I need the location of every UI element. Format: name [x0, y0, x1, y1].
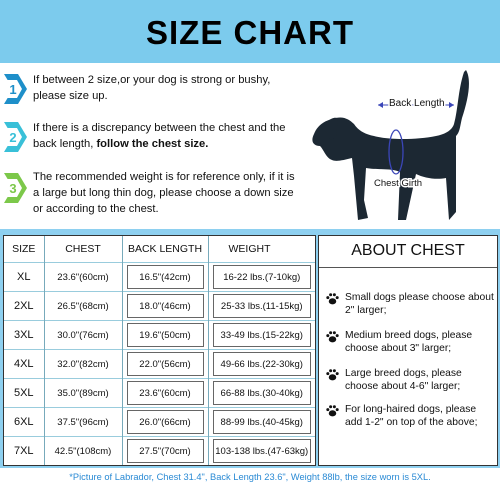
cell-weight: 49-66 lbs.(22-30kg): [208, 350, 315, 379]
cell-weight: 33-49 lbs.(15-22kg): [208, 321, 315, 350]
cell-size: 4XL: [4, 350, 44, 379]
about-chest-title: ABOUT CHEST: [351, 242, 465, 259]
tip-2-text: If there is a discrepancy between the chest and the back length, follow the chest size.: [33, 122, 286, 150]
about-chest-panel: [318, 235, 498, 466]
cell-chest: 37.5"(96cm): [44, 408, 122, 437]
cell-weight: 25-33 lbs.(11-15kg): [208, 292, 315, 321]
cell-chest: 30.0"(76cm): [44, 321, 122, 350]
header-back-length: BACK LENGTH: [122, 236, 208, 263]
paw-icon: [325, 367, 340, 382]
cell-size: 3XL: [4, 321, 44, 350]
cell-chest: 35.0"(89cm): [44, 379, 122, 408]
cell-back: 18.0"(46cm): [122, 292, 208, 321]
divider: [319, 267, 497, 268]
cell-size: 6XL: [4, 408, 44, 437]
cell-back: 23.6"(60cm): [122, 379, 208, 408]
cell-weight: 88-99 lbs.(40-45kg): [208, 408, 315, 437]
cell-weight: 103-138 lbs.(47-63kg): [208, 437, 315, 465]
back-length-label: Back Length: [389, 98, 445, 109]
cell-chest: 23.6"(60cm): [44, 263, 122, 292]
about-note-1: Small dogs please choose about 2" larger;: [345, 292, 494, 316]
cell-size: 2XL: [4, 292, 44, 321]
cell-back: 22.0"(56cm): [122, 350, 208, 379]
footer-note: *Picture of Labrador, Chest 31.4", Back Length 23.6", Weight 88lb, the size worn is 5XL.: [69, 472, 431, 482]
about-note-4: For long-haired dogs, please add 1-2" on top of the above;: [345, 404, 478, 428]
size-table: [3, 235, 316, 466]
header-size: SIZE: [4, 236, 44, 263]
paw-icon: [325, 291, 340, 306]
cell-back: 26.0"(66cm): [122, 408, 208, 437]
cell-size: 5XL: [4, 379, 44, 408]
number-badge-1-icon: [2, 72, 28, 106]
about-note-3: Large breed dogs, please choose about 4-6" larger;: [345, 368, 462, 392]
cell-back: 19.6"(50cm): [122, 321, 208, 350]
header-weight: WEIGHT: [228, 243, 271, 255]
number-badge-2-icon: [2, 120, 28, 154]
tip-2-emphasis: follow the chest size.: [96, 138, 209, 150]
tip-1-text: If between 2 size,or your dog is strong or bushy, please size up.: [33, 74, 271, 102]
svg-text:3: 3: [9, 181, 17, 196]
chest-girth-label: Chest Girth: [374, 178, 423, 189]
table-row: [4, 321, 315, 350]
page-title: SIZE CHART: [146, 14, 354, 51]
table-row: [4, 292, 315, 321]
svg-text:2: 2: [9, 130, 17, 145]
paw-icon: [325, 329, 340, 344]
table-row: [4, 263, 315, 292]
table-row: [4, 379, 315, 408]
table-row: [4, 437, 315, 465]
about-note-2: Medium breed dogs, please choose about 3" larger;: [345, 330, 473, 354]
cell-chest: 26.5"(68cm): [44, 292, 122, 321]
cell-chest: 42.5"(108cm): [44, 437, 122, 465]
cell-back: 27.5"(70cm): [122, 437, 208, 465]
header-chest: CHEST: [44, 236, 122, 263]
cell-size: 7XL: [4, 437, 44, 465]
cell-weight: 66-88 lbs.(30-40kg): [208, 379, 315, 408]
cell-chest: 32.0"(82cm): [44, 350, 122, 379]
cell-size: XL: [4, 263, 44, 292]
table-header-row: [4, 236, 315, 263]
number-badge-3-icon: [2, 171, 28, 205]
cell-back: 16.5"(42cm): [122, 263, 208, 292]
table-row: [4, 408, 315, 437]
dog-silhouette-icon: [296, 60, 498, 232]
cell-weight: 16-22 lbs.(7-10kg): [208, 263, 315, 292]
tip-3-text: The recommended weight is for reference only, if it is a large but long thin dog, please choose a down size or according to the chest.: [33, 171, 295, 215]
table-row: [4, 350, 315, 379]
svg-text:1: 1: [9, 82, 17, 97]
paw-icon: [325, 403, 340, 418]
